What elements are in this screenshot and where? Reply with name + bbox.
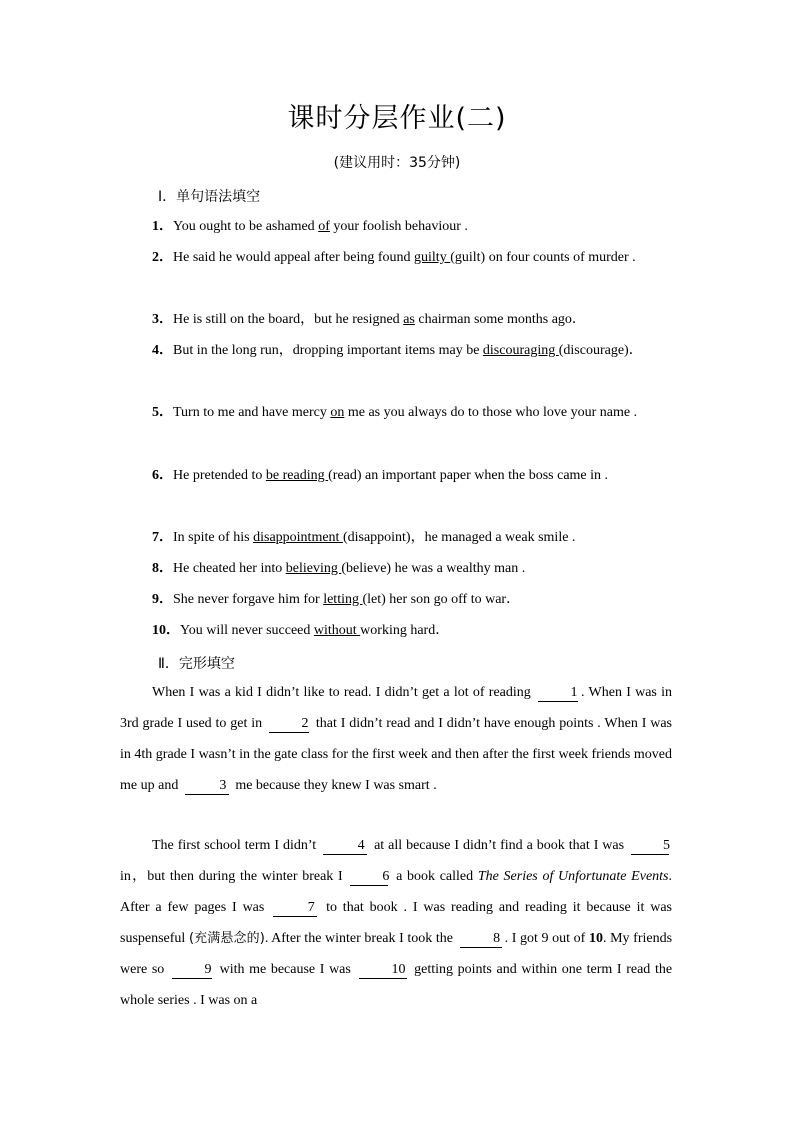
- cloze-blank: 1: [538, 685, 578, 702]
- question-number: 7．: [152, 530, 173, 545]
- passage-text: . After a few pages I was: [120, 869, 672, 915]
- question-item: [120, 211, 672, 242]
- question-text: me as you always do to those who love your name .: [344, 405, 638, 420]
- question-number: 3．: [152, 312, 173, 327]
- question-item: [120, 304, 672, 335]
- question-text: (disappoint)，he managed a weak smile .: [342, 530, 576, 545]
- question-number: 10．: [152, 623, 180, 638]
- passage-text: a book called: [396, 869, 474, 884]
- cloze-paragraph: [120, 830, 672, 1016]
- answer-text: on: [330, 405, 345, 420]
- passage-text: getting points and within one term I read the whole series . I was on a: [120, 962, 673, 1008]
- question-text: your foolish behaviour .: [329, 219, 468, 234]
- cloze-blank: 5: [631, 838, 669, 855]
- question-number: 8．: [152, 561, 173, 576]
- question-number: 4．: [152, 343, 173, 358]
- answer-text: disappointment: [253, 530, 343, 545]
- passage-text: . When I was in 3rd grade I used to get in: [120, 685, 673, 731]
- answer-text: letting: [323, 592, 363, 607]
- question-text: (believe) he was a wealthy man .: [341, 561, 526, 576]
- question-text: But in the long run，dropping important items may be: [173, 343, 483, 358]
- question-text: He cheated her into: [173, 561, 286, 576]
- passage-text: me because they knew I was smart .: [235, 778, 437, 793]
- question-text: She never forgave him for: [173, 592, 324, 607]
- answer-text: of: [318, 219, 330, 234]
- answer-text: believing: [285, 561, 342, 576]
- question-text: He said he would appeal after being found: [173, 250, 415, 265]
- bold-number: 10: [588, 931, 603, 946]
- chinese-gloss: (充满悬念的): [188, 931, 265, 946]
- question-text: Turn to me and have mercy: [173, 405, 331, 420]
- question-text: chairman some months ago．: [414, 312, 586, 327]
- passage-text: in，but then during the winter break I: [120, 869, 343, 884]
- cloze-blank: 8: [460, 931, 502, 948]
- section-heading-grammar: Ⅰ．单句语法填空: [158, 189, 261, 205]
- passage-text: . After the winter break I took the: [264, 931, 454, 946]
- question-text: working hard．: [360, 623, 450, 638]
- section-heading-cloze: Ⅱ．完形填空: [158, 656, 235, 672]
- question-item: [120, 522, 672, 553]
- answer-text: be reading: [265, 468, 329, 483]
- question-text: He pretended to: [173, 468, 266, 483]
- answer-text: guilty: [414, 250, 451, 265]
- question-text: (let) her son go off to war．: [362, 592, 521, 607]
- passage-text: that I didn’t read and I didn’t have enough points . When I was in 4th grade I wasn’t in the gate class for the first week and then after the first week friends moved me up and: [120, 716, 672, 793]
- question-text: You ought to be ashamed: [173, 219, 319, 234]
- passage-text: . My friends were so: [120, 931, 673, 977]
- question-text: He is still on the board，but he resigned: [173, 312, 404, 327]
- cloze-blank: 10: [359, 962, 407, 979]
- passage-text: When I was a kid I didn’t like to read. I didn’t get a lot of reading: [152, 685, 531, 700]
- time-suggestion: (建议用时：35分钟): [333, 155, 461, 171]
- passage-text: to that book . I was reading and reading it because it was suspenseful: [120, 900, 672, 946]
- question-item: [120, 242, 672, 273]
- question-number: 2．: [152, 250, 173, 265]
- answer-text: discouraging: [482, 343, 559, 358]
- cloze-blank: 4: [323, 838, 367, 855]
- question-item: [120, 335, 672, 366]
- page-title: 课时分层作业(二): [287, 103, 507, 134]
- passage-text: . I got 9 out of: [504, 931, 586, 946]
- question-text: (read) an important paper when the boss came in .: [328, 468, 609, 483]
- question-item: [120, 397, 672, 428]
- cloze-blank: 2: [269, 716, 309, 733]
- question-number: 5．: [152, 405, 173, 420]
- question-number: 6．: [152, 468, 173, 483]
- question-text: (discourage)．: [558, 343, 643, 358]
- question-text: You will never succeed: [180, 623, 314, 638]
- answer-text: as: [403, 312, 415, 327]
- question-number: 1．: [152, 219, 173, 234]
- cloze-blank: 3: [185, 778, 229, 795]
- question-text: In spite of his: [173, 530, 254, 545]
- passage-text: with me because I was: [219, 962, 351, 977]
- book-title: The Series of Unfortunate Events: [477, 869, 669, 884]
- question-item: [120, 553, 672, 584]
- cloze-blank: 6: [350, 869, 388, 886]
- question-item: [120, 460, 672, 491]
- answer-text: without: [313, 623, 361, 638]
- cloze-paragraph: [120, 677, 672, 801]
- passage-text: The first school term I didn’t: [152, 838, 317, 853]
- question-number: 9．: [152, 592, 173, 607]
- cloze-blank: 7: [273, 900, 317, 917]
- question-item: [120, 615, 672, 646]
- passage-text: at all because I didn’t find a book that I was: [374, 838, 625, 853]
- question-text: (guilt) on four counts of murder .: [450, 250, 636, 265]
- cloze-blank: 9: [172, 962, 212, 979]
- question-item: [120, 584, 672, 615]
